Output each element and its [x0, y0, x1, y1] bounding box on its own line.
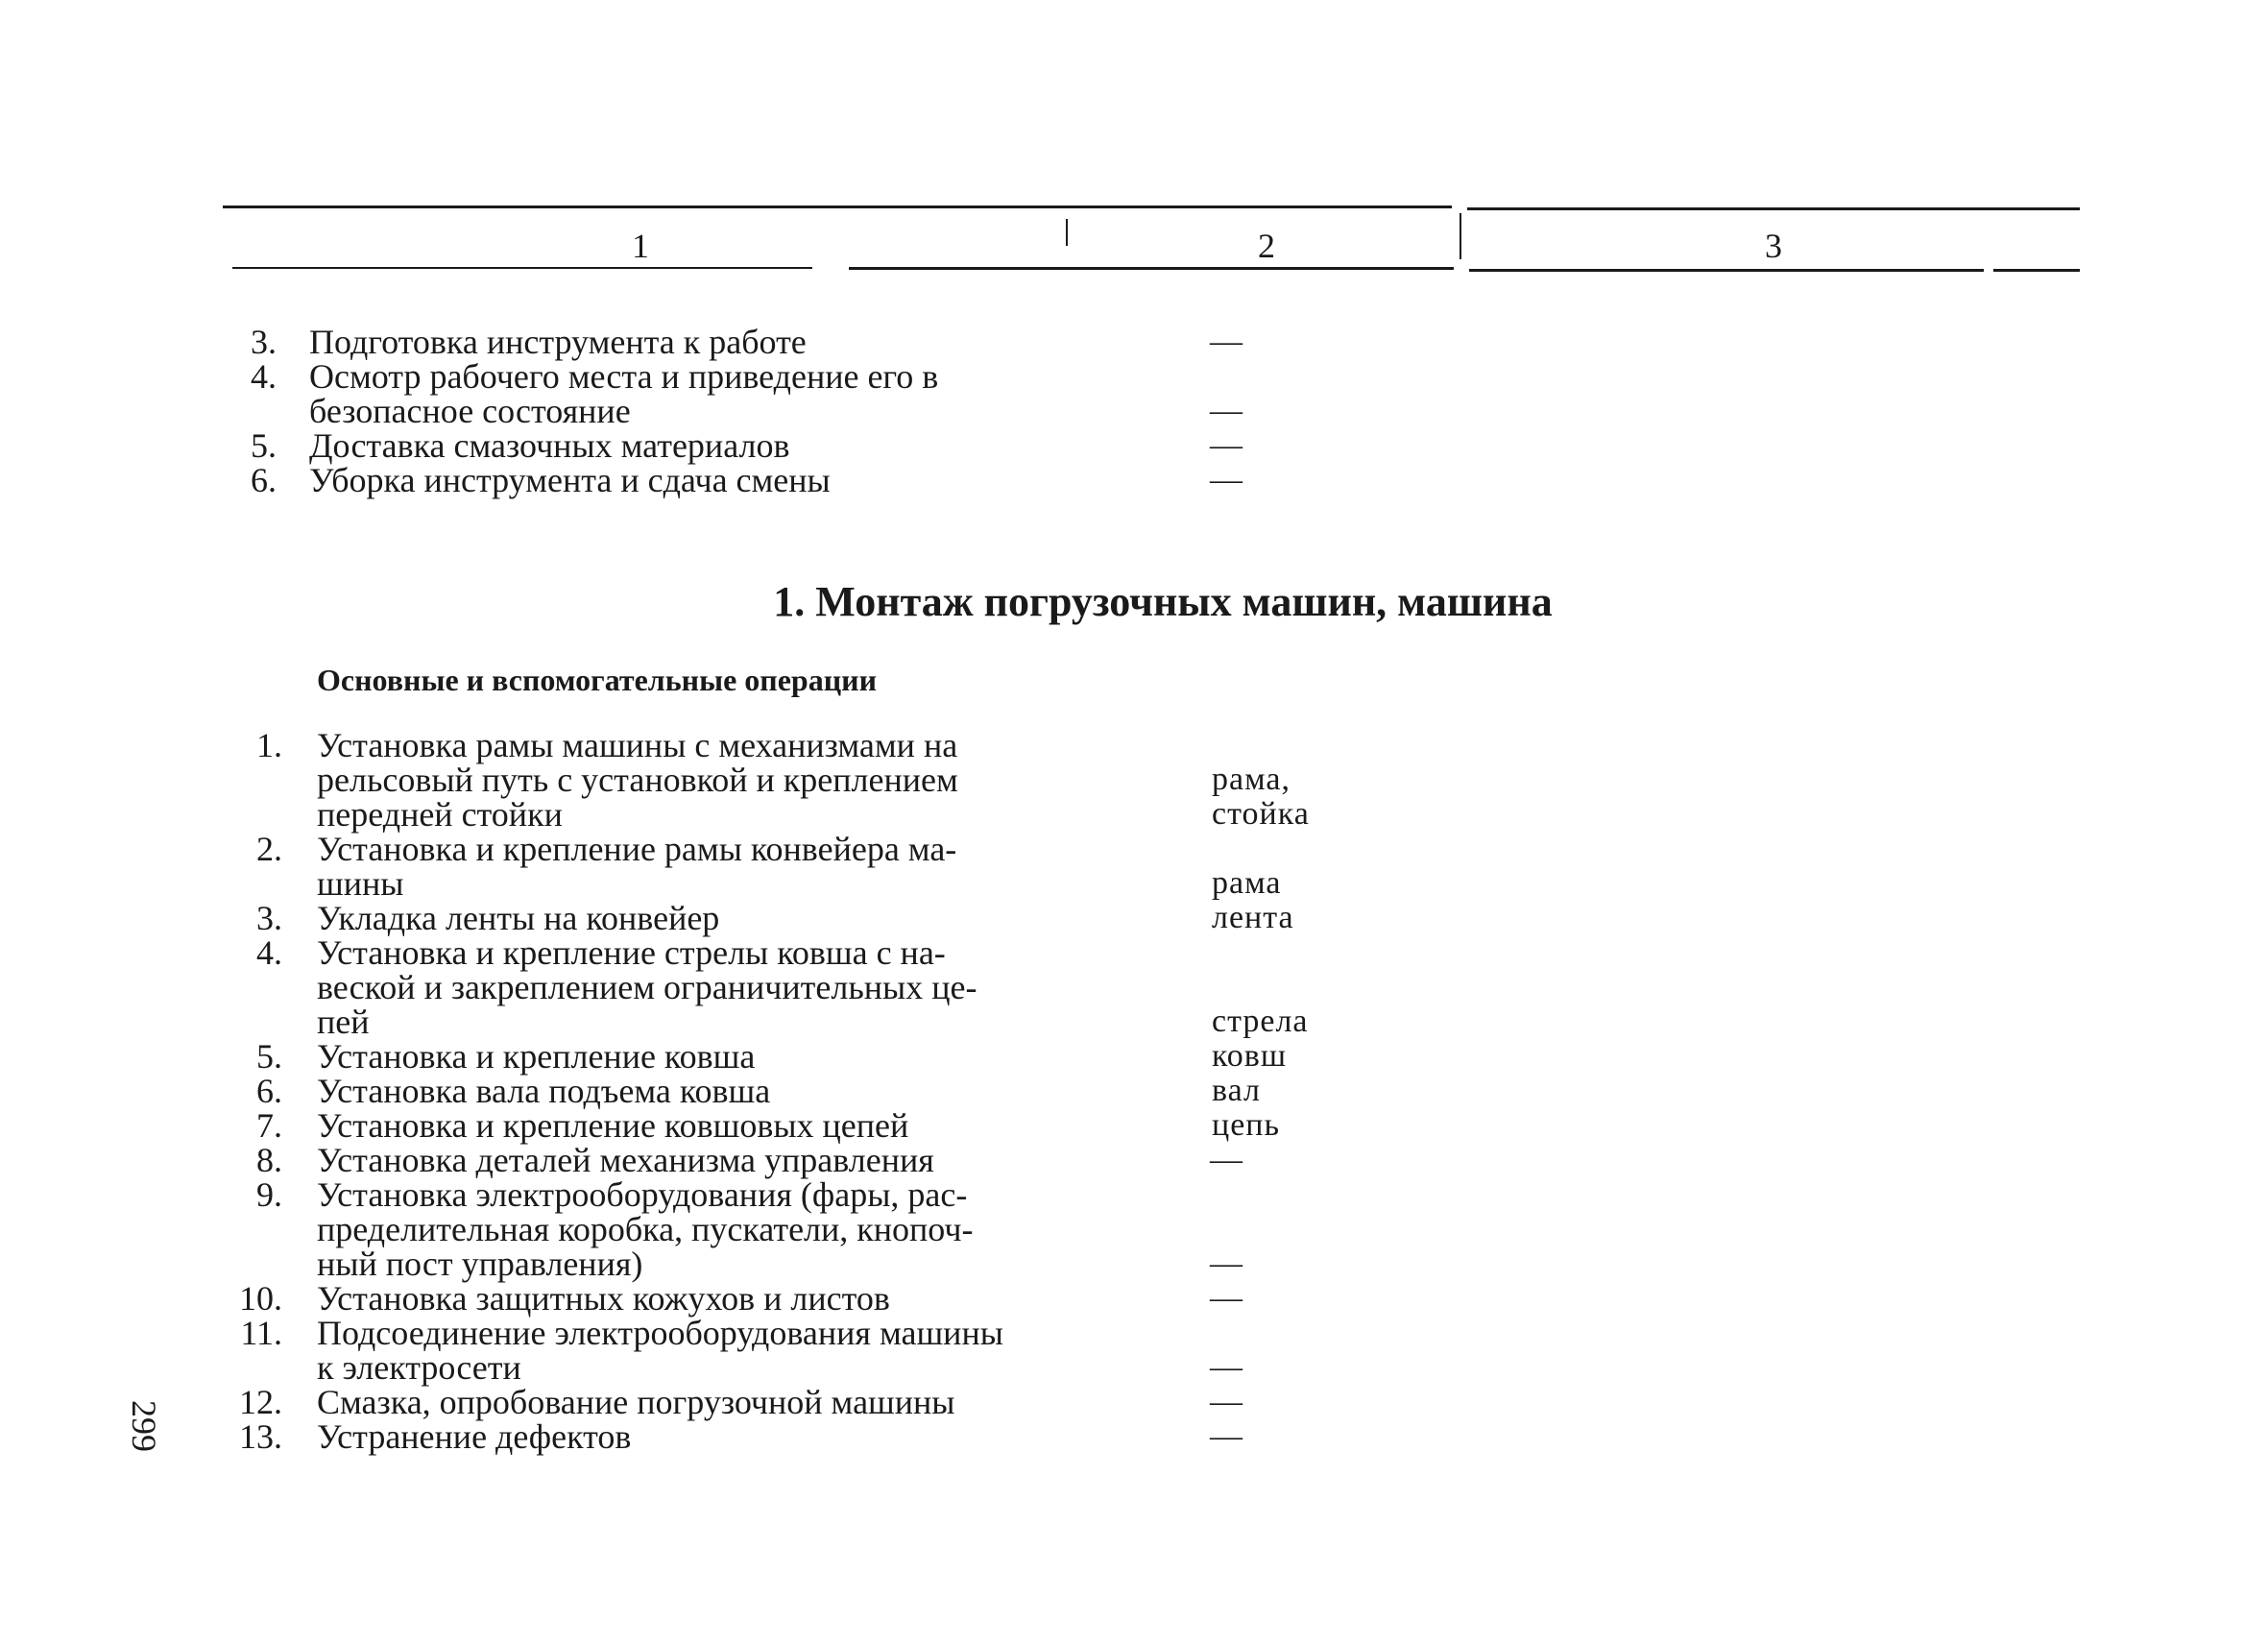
- section-title: 1. Монтаж погрузочных машин, машина: [773, 578, 1553, 625]
- item-text-line: шины: [317, 864, 404, 903]
- item-number: 4.: [251, 357, 277, 396]
- item-value: —: [1210, 1418, 1243, 1454]
- header-bottom-rule-1: [232, 267, 812, 269]
- item-value: лента: [1212, 900, 1294, 935]
- item-text-line: Установка рамы машины с механизмами на: [317, 726, 958, 764]
- item-value: рама: [1212, 865, 1282, 901]
- item-value: ковш: [1212, 1038, 1288, 1074]
- prior-item: [0, 463, 2268, 497]
- item-number: 13.: [239, 1417, 282, 1456]
- item-text-line: ный пост управления): [317, 1245, 643, 1283]
- item-value: рама,: [1212, 762, 1291, 797]
- item-text-line: Установка и крепление рамы конвейера ма-: [317, 830, 957, 868]
- item-text-line: Установка и крепление стрелы ковша с на-: [317, 933, 946, 972]
- item-text-line: Осмотр рабочего места и приведение его в: [309, 357, 939, 396]
- item-number: 8.: [256, 1141, 282, 1179]
- header-top-rule: [223, 206, 1452, 208]
- item-value: —: [1210, 1142, 1243, 1177]
- item-text-line: Установка и крепление ковша: [317, 1037, 756, 1076]
- item-value: цепь: [1212, 1107, 1280, 1143]
- item-text-line: безопасное состояние: [309, 392, 631, 430]
- item-text-line: Установка электрооборудования (фары, рас-: [317, 1175, 968, 1214]
- operation-item: [0, 901, 2268, 935]
- item-text-line: Установка деталей механизма управления: [317, 1141, 934, 1179]
- column-number-3: 3: [1765, 227, 1782, 265]
- operation-item: [0, 1385, 2268, 1419]
- operation-item: [0, 1281, 2268, 1316]
- operation-item: [0, 935, 2268, 1039]
- operation-item: [0, 1039, 2268, 1074]
- item-text-line: веской и закреплением ограничительных це-: [317, 968, 977, 1006]
- operation-item: [0, 1074, 2268, 1108]
- operation-item: [0, 1143, 2268, 1177]
- operation-item: [0, 1419, 2268, 1454]
- section-subtitle: Основные и вспомогательные операции: [317, 663, 878, 697]
- item-value: —: [1210, 427, 1243, 463]
- item-text-line: пей: [317, 1003, 370, 1041]
- item-text-line: пределительная коробка, пускатели, кнопоч-: [317, 1210, 974, 1248]
- item-number: 10.: [239, 1279, 282, 1318]
- item-value: вал: [1212, 1073, 1261, 1108]
- item-value: стрела: [1212, 1004, 1309, 1039]
- item-text-line: Смазка, опробование погрузочной машины: [317, 1383, 955, 1421]
- item-number: 5.: [256, 1037, 282, 1076]
- item-number: 5.: [251, 426, 277, 465]
- operation-item: [0, 728, 2268, 832]
- operation-item: [0, 1316, 2268, 1385]
- prior-item: [0, 325, 2268, 359]
- header-bottom-rule-2: [849, 267, 1454, 270]
- operation-item: [0, 832, 2268, 901]
- item-value: —: [1210, 1349, 1243, 1385]
- item-number: 7.: [256, 1106, 282, 1145]
- item-number: 12.: [239, 1383, 282, 1421]
- operation-item: [0, 1108, 2268, 1143]
- header-top-rule-right: [1467, 207, 2080, 210]
- column-divider-2: [1460, 213, 1461, 259]
- item-text-line: Доставка смазочных материалов: [309, 426, 790, 465]
- item-text-line: Уборка инструмента и сдача смены: [309, 461, 831, 499]
- item-value: —: [1210, 1384, 1243, 1419]
- item-value: —: [1210, 324, 1243, 359]
- item-text-line: Подготовка инструмента к работе: [309, 323, 807, 361]
- item-value: —: [1210, 1246, 1243, 1281]
- page-number: 299: [125, 1400, 163, 1452]
- item-number: 3.: [256, 899, 282, 937]
- column-number-2: 2: [1258, 227, 1275, 265]
- item-text-line: Установка и крепление ковшовых цепей: [317, 1106, 909, 1145]
- item-value: стойка: [1212, 796, 1310, 832]
- operation-item: [0, 1177, 2268, 1281]
- header-bottom-rule-4: [1993, 269, 2080, 272]
- item-number: 3.: [251, 323, 277, 361]
- item-text-line: Установка вала подъема ковша: [317, 1072, 771, 1110]
- prior-item: [0, 428, 2268, 463]
- item-number: 2.: [256, 830, 282, 868]
- item-text-line: передней стойки: [317, 795, 563, 834]
- item-number: 4.: [256, 933, 282, 972]
- item-value: —: [1210, 1280, 1243, 1316]
- item-text-line: Установка защитных кожухов и листов: [317, 1279, 890, 1318]
- item-number: 1.: [256, 726, 282, 764]
- item-text-line: Устранение дефектов: [317, 1417, 632, 1456]
- item-value: —: [1210, 462, 1243, 497]
- column-divider-1: [1066, 219, 1068, 246]
- header-bottom-rule-3: [1469, 269, 1984, 272]
- item-number: 9.: [256, 1175, 282, 1214]
- item-text-line: к электросети: [317, 1348, 521, 1387]
- item-number: 6.: [251, 461, 277, 499]
- item-value: —: [1210, 393, 1243, 428]
- item-text-line: Подсоединение электрооборудования машины: [317, 1314, 1003, 1352]
- item-text-line: рельсовый путь с установкой и креплением: [317, 761, 958, 799]
- item-text-line: Укладка ленты на конвейер: [317, 899, 720, 937]
- prior-item: [0, 359, 2268, 428]
- item-number: 6.: [256, 1072, 282, 1110]
- column-number-1: 1: [632, 227, 649, 265]
- item-number: 11.: [240, 1314, 282, 1352]
